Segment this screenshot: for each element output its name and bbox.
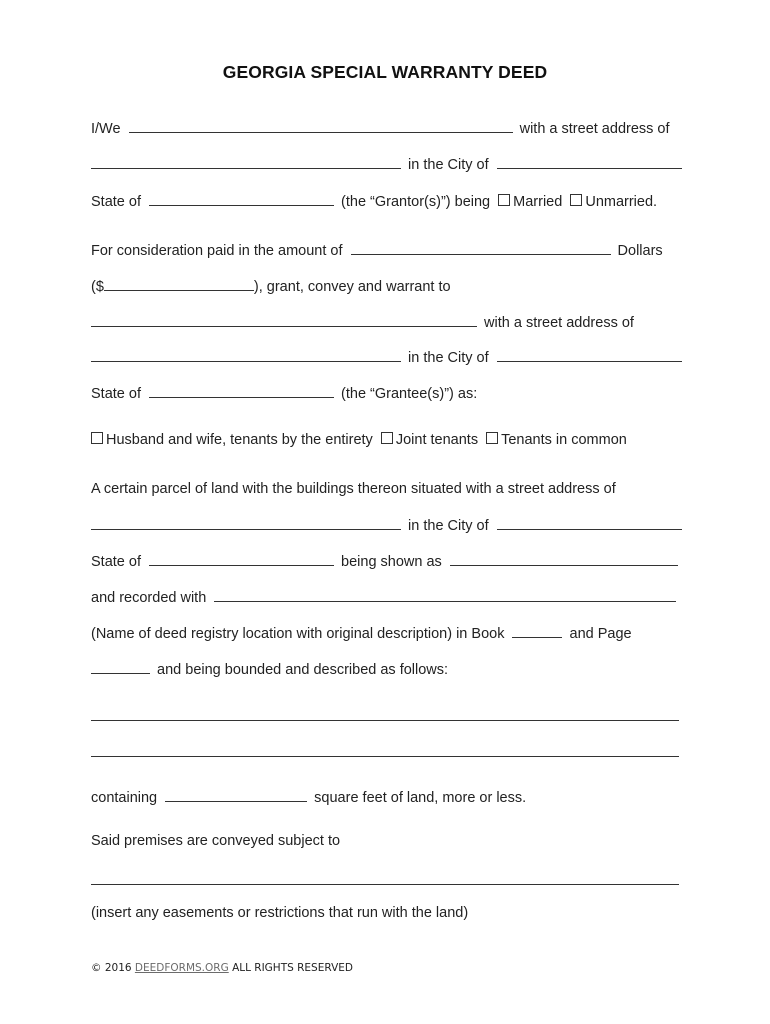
easements-note-label: (insert any easements or restrictions that run with the land): [91, 905, 469, 921]
being-shown-as-field[interactable]: [450, 550, 678, 566]
grantor-name-field[interactable]: [129, 117, 513, 133]
grantor-name-row: [91, 117, 670, 137]
husband-wife-checkbox[interactable]: [91, 432, 103, 444]
grantor-state-label: State of: [91, 194, 141, 210]
grantee-street-address-field[interactable]: [91, 346, 401, 362]
consideration-label: For consideration paid in the amount of: [91, 243, 343, 259]
unmarried-label: Unmarried.: [585, 194, 658, 210]
book-number-field[interactable]: [512, 622, 562, 638]
parcel-street-address-field[interactable]: [91, 514, 401, 530]
parcel-state-field[interactable]: [149, 550, 334, 566]
grantee-state-field[interactable]: [149, 382, 334, 398]
page-number-field[interactable]: [91, 658, 150, 674]
consideration-amount-numeric-field[interactable]: [104, 275, 254, 291]
recorded-with-label: and recorded with: [91, 590, 207, 606]
parcel-address-row: [91, 514, 682, 534]
footer: [91, 962, 353, 974]
married-label: Married: [513, 194, 563, 210]
parcel-intro-row: [91, 479, 616, 499]
grantor-state-field[interactable]: [149, 190, 334, 206]
subject-to-label: Said premises are conveyed subject to: [91, 833, 341, 849]
dollar-paren-label: ($: [91, 279, 104, 295]
dollars-label: Dollars: [617, 243, 663, 259]
easements-note-row: [91, 903, 468, 923]
grantee-as-label: (the “Grantee(s)”) as:: [341, 386, 478, 402]
bounded-row: [91, 658, 448, 678]
tenants-in-common-label: Tenants in common: [501, 432, 627, 448]
recorded-with-field[interactable]: [214, 586, 676, 602]
rights-reserved-text: ALL RIGHTS RESERVED: [232, 962, 353, 974]
grantor-address-row: [91, 153, 682, 173]
and-page-label: and Page: [569, 626, 632, 642]
grantor-city-label: in the City of: [408, 157, 489, 173]
tenants-in-common-checkbox[interactable]: [486, 432, 498, 444]
parcel-city-label: in the City of: [408, 518, 489, 534]
grantee-city-label: in the City of: [408, 350, 489, 366]
grantor-street-address-label: with a street address of: [519, 121, 670, 137]
containing-label: containing: [91, 790, 158, 806]
registry-note-label: (Name of deed registry location with original description) in Book: [91, 626, 505, 642]
subject-to-row: [91, 831, 340, 851]
parcel-state-row: [91, 550, 678, 570]
grantor-being-label: (the “Grantor(s)”) being: [341, 194, 491, 210]
consideration-row: [91, 239, 663, 259]
tenancy-row: [91, 430, 627, 450]
containing-row: [91, 786, 526, 806]
grantor-street-address-field[interactable]: [91, 153, 401, 169]
parcel-state-label: State of: [91, 554, 141, 570]
consideration-numeric-row: [91, 275, 451, 295]
grantee-street-address-label: with a street address of: [484, 315, 634, 331]
consideration-amount-words-field[interactable]: [351, 239, 611, 255]
square-feet-field[interactable]: [165, 786, 307, 802]
parcel-city-field[interactable]: [497, 514, 682, 530]
grantee-state-row: [91, 382, 477, 402]
being-shown-as-label: being shown as: [341, 554, 442, 570]
joint-tenants-checkbox[interactable]: [381, 432, 393, 444]
married-checkbox[interactable]: [498, 194, 510, 206]
easements-line[interactable]: [91, 884, 679, 885]
recorded-with-row: [91, 586, 676, 606]
description-line-1[interactable]: [91, 720, 679, 721]
unmarried-checkbox[interactable]: [570, 194, 582, 206]
husband-wife-label: Husband and wife, tenants by the entirety: [106, 432, 373, 448]
grantee-city-field[interactable]: [497, 346, 682, 362]
deedforms-link[interactable]: DEEDFORMS.ORG: [134, 962, 229, 974]
book-page-row: [91, 622, 632, 642]
grantee-name-row: [91, 311, 634, 331]
grantee-address-row: [91, 346, 682, 366]
grantee-state-label: State of: [91, 386, 141, 402]
i-we-label: I/We: [91, 121, 121, 137]
grantor-city-field[interactable]: [497, 153, 682, 169]
parcel-intro-label: A certain parcel of land with the buildings thereon situated with a street address of: [91, 481, 616, 497]
joint-tenants-label: Joint tenants: [395, 432, 479, 448]
grant-convey-label: ), grant, convey and warrant to: [253, 279, 451, 295]
copyright-text: © 2016: [91, 962, 132, 974]
square-feet-label: square feet of land, more or less.: [314, 790, 527, 806]
grantee-name-field[interactable]: [91, 311, 477, 327]
grantor-state-row: [91, 190, 657, 210]
bounded-label: and being bounded and described as follows:: [157, 662, 449, 678]
description-line-2[interactable]: [91, 756, 679, 757]
document-title: GEORGIA SPECIAL WARRANTY DEED: [222, 62, 548, 82]
